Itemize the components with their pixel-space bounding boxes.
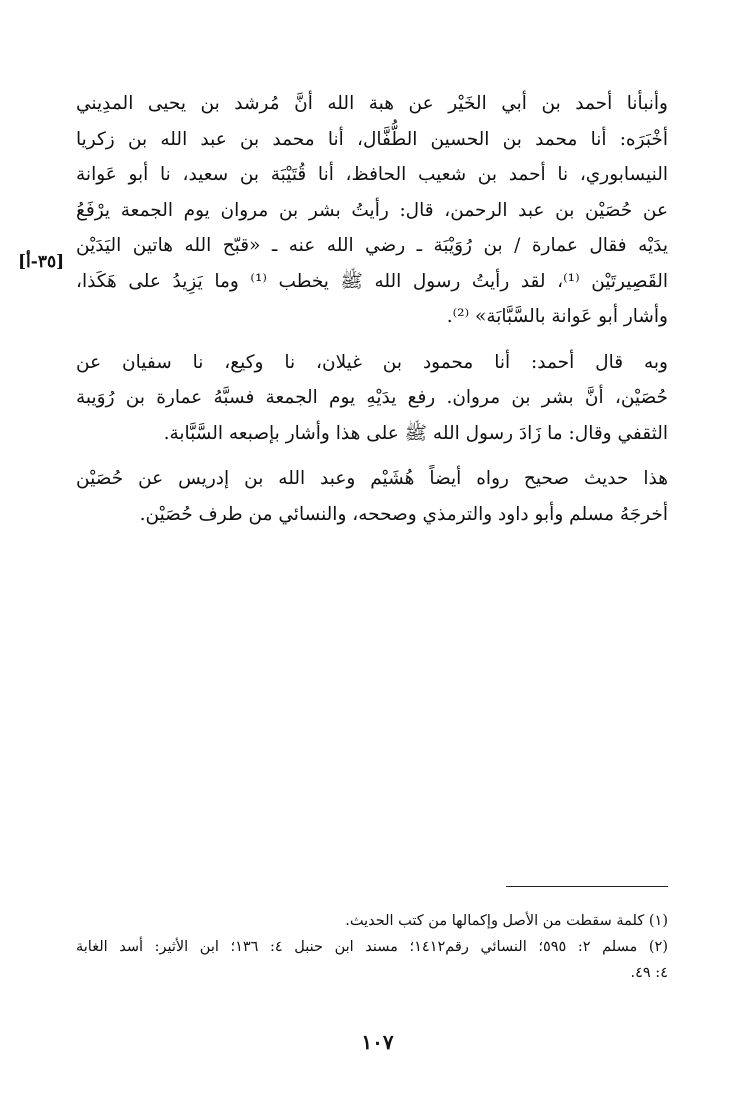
text-line: وأنبأنا أحمد بن أبي الخَيْر عن هبة الله أنَّ مُرشد بن يحيى المدِيني (76, 93, 668, 114)
text-line: أخْبَرَه: أنا محمد بن الحسين الطُّفَّال، أنا محمد بن عبد الله بن زكريا (76, 128, 668, 150)
main-text (76, 86, 668, 532)
text-line: هذا حديث صحيح رواه أيضاً هُشَيْم وعبد الله بن إدريس عن حُصَيْن (76, 468, 668, 489)
footnote-1: (١) كلمة سقطت من الأصل وإكمالها من كتب الحديث. (345, 913, 668, 929)
paragraph-1 (76, 86, 668, 335)
text-line: أخرجَهُ مسلم وأبو داود والترمذي وصححه، والنسائي من طرف حُصَيْن. (139, 503, 668, 525)
footnote-2: (٢) مسلم ٢: ٥٩٥؛ النسائي رقم١٤١٢؛ مسند ابن حنبل ٤: ١٣٦؛ ابن الأثير: أسد الغابة (76, 939, 669, 955)
text-line: وأشار أبو عَوانة بالسَّبَّابَة» ⁽²⁾. (446, 306, 668, 327)
footnote-separator (506, 886, 668, 887)
paragraph-3 (76, 461, 668, 532)
text-line: حُصَيْن، أنَّ بشر بن مروان. رفع يدَيْهِ يوم الجمعة فسبَّهُ عمارة بن رُوَيبة (76, 387, 668, 408)
text-line: الثقفي وقال: ما زَادَ رسول الله ﷺ على هذا وأشار بإصبعه السَّبَّابة. (163, 422, 668, 444)
paragraph-2 (76, 345, 668, 452)
text-line: يدَيْه فقال عمارة / بن رُوَيْبَة ـ رضي الله عنه ـ «قبّح الله هاتين اليَدَيْن (76, 235, 668, 256)
text-line: القَصِيرتَيْن ⁽¹⁾، لقد رأيتُ رسول الله ﷺ يخطب ⁽¹⁾ وما يَزِيدُ على هَكَذا، (76, 270, 668, 292)
page-number: ١٠٧ (361, 1030, 394, 1054)
text-line: وبه قال أحمد: أنا محمود بن غيلان، نا وكيع، نا سفيان عن (76, 351, 668, 373)
text-line: النيسابوري، نا أحمد بن شعيب الحافظ، أنا قُتَيْبَة بن سعيد، نا أبو عَوانة (76, 164, 668, 185)
text-line: عن حُصَيْن بن عبد الرحمن، قال: رأيتُ بشر بن مروان يوم الجمعة يرْفَعُ (76, 199, 668, 221)
footnote-2-continuation: ٤: ٤٩. (630, 965, 668, 981)
manuscript-folio-marker: [٣٥-أ] (18, 252, 65, 272)
footnotes (76, 908, 668, 986)
